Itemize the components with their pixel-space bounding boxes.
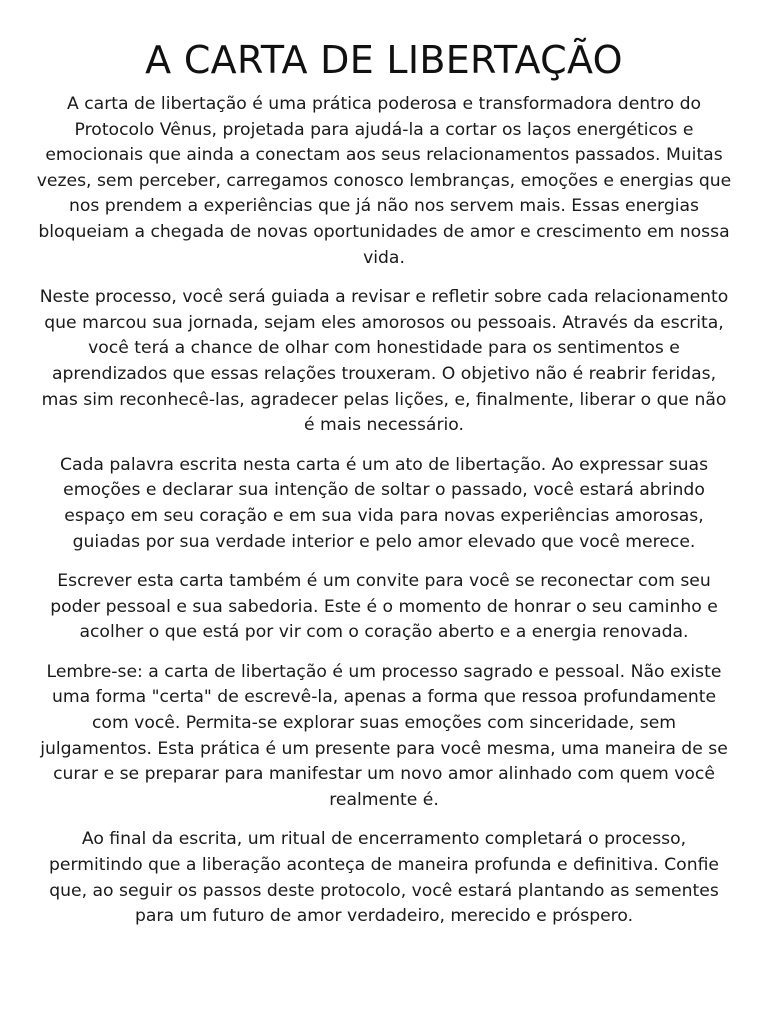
paragraph-1: A carta de libertação é uma prática poderosa e transformadora dentro do Protocolo Vênus, projetada para ajudá-la a cortar os laços energéticos e emocionais que ainda a conectam aos seus relacionamentos passados. Muitas vezes, sem perceber, carregamos conosco lembranças, emoções e energias que nos prendem a experiências que já não nos servem mais. Essas energias bloqueiam a chegada de novas oportunidades de amor e crescimento em nossa vida.: [36, 94, 732, 268]
paragraph-2: Neste processo, você será guiada a revisar e refletir sobre cada relacionamento que marcou sua jornada, sejam eles amorosos ou pessoais. Através da escrita, você terá a chance de olhar com honestidade para os sentimentos e aprendizados que essas relações trouxeram. O objetivo não é reabrir feridas, mas sim reconhecê-las, agradecer pelas lições, e, finalmente, liberar o que não é mais necessário.: [39, 287, 729, 436]
paragraph-4: Escrever esta carta também é um convite para você se reconectar com seu poder pessoal e sua sabedoria. Este é o momento de honrar o seu caminho e acolher o que está por vir com o coração aberto e a energia renovada.: [50, 571, 718, 643]
page-title: A CARTA DE LIBERTAÇÃO: [145, 38, 623, 82]
paragraph-5: Lembre-se: a carta de libertação é um processo sagrado e pessoal. Não existe uma forma "certa" de escrevê-la, apenas a forma que ressoa profundamente com você. Permita-se explorar suas emoções com sinceridade, sem julgamentos. Esta prática é um presente para você mesma, uma maneira de se curar e se preparar para manifestar um novo amor alinhado com quem você realmente é.: [40, 661, 728, 810]
paragraph-6: Ao final da escrita, um ritual de encerramento completará o processo, permitindo que a liberação aconteça de maneira profunda e definitiva. Confie que, ao seguir os passos deste protocolo, você estará plantando as sementes para um futuro de amor verdadeiro, merecido e próspero.: [48, 829, 719, 927]
document-body: [34, 92, 734, 930]
paragraph-3: Cada palavra escrita nesta carta é um ato de libertação. Ao expressar suas emoções e declarar sua intenção de soltar o passado, você estará abrindo espaço em seu coração e em sua vida para novas experiências amorosas, guiadas por sua verdade interior e pelo amor elevado que você merece.: [59, 454, 709, 552]
